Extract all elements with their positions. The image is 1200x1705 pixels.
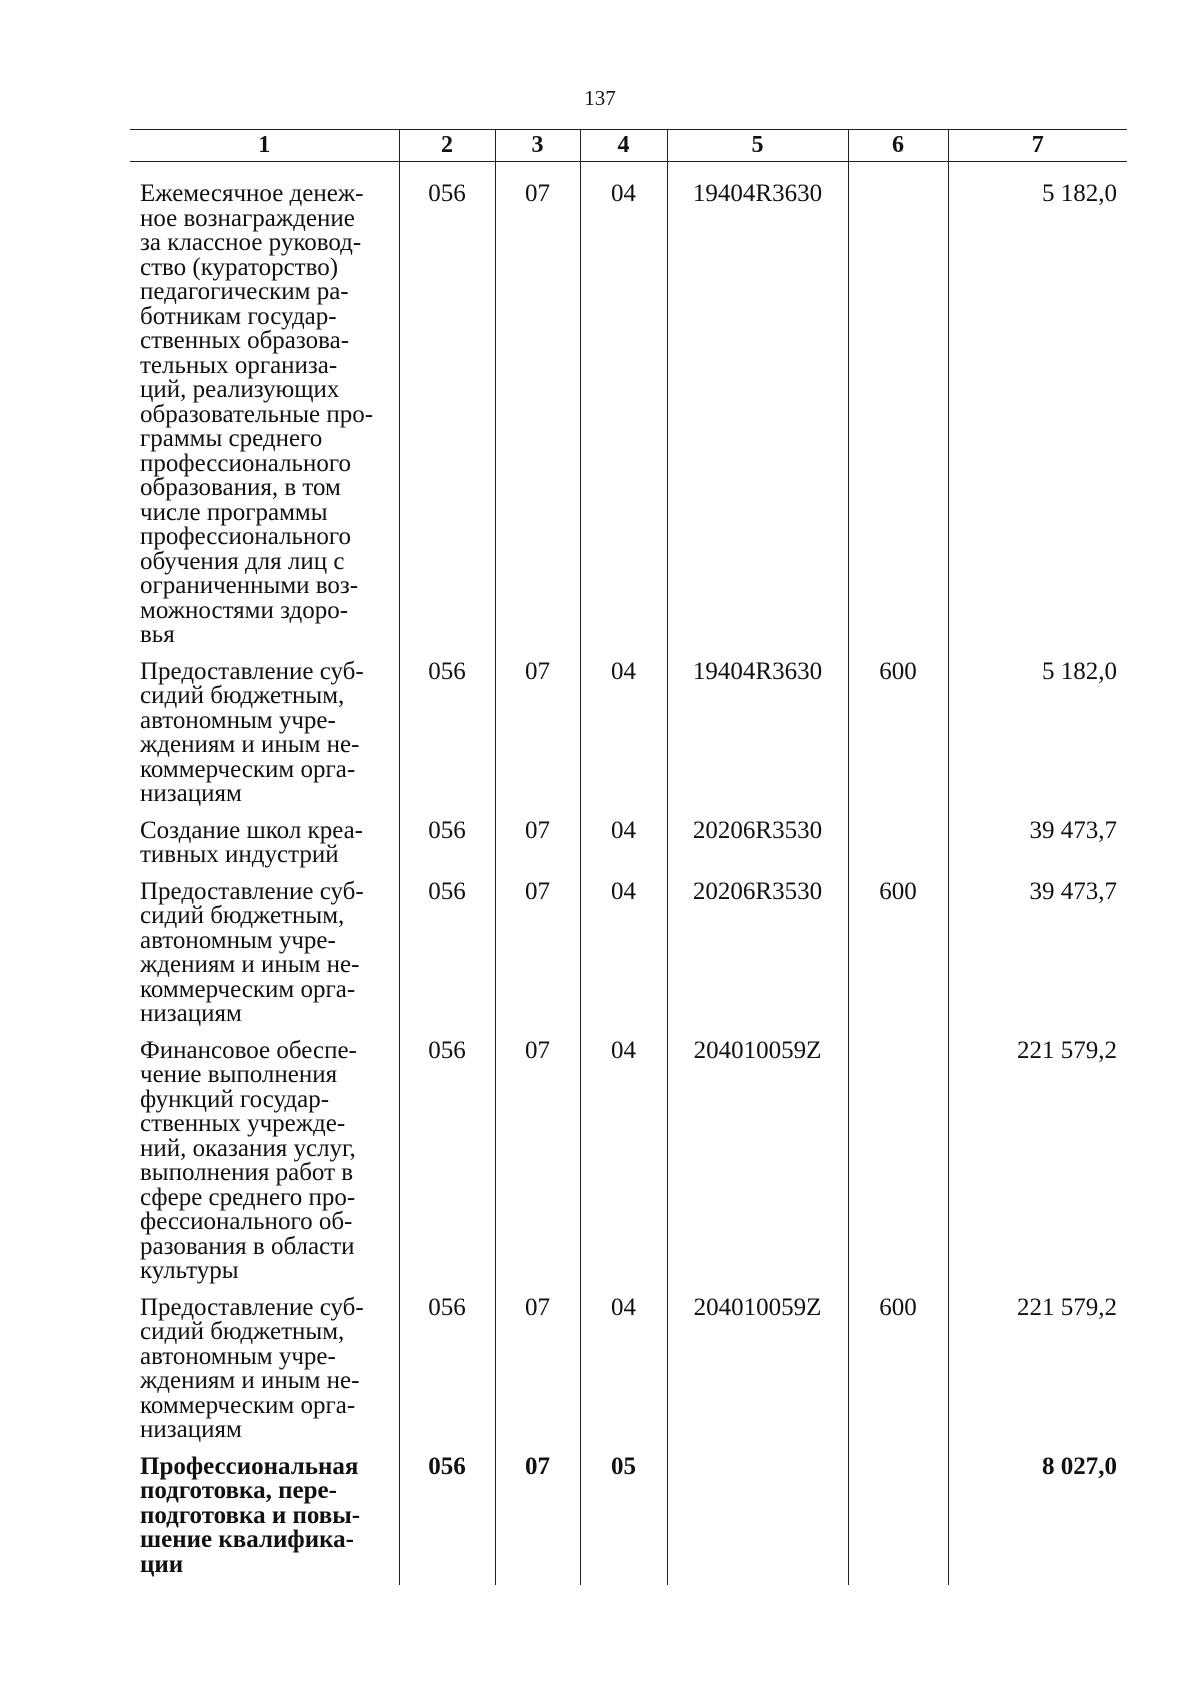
row-amount: 5 182,0 — [948, 660, 1127, 819]
table-row — [130, 880, 1127, 1039]
row-name: Ежемесячное денеж- ное вознаграждение за классное руковод- ство (кураторство) педагогическим ра- ботникам государ- ственных образова- тельных организа- ций, реализующих образовательные про- граммы среднего профессионального образования, в том числе программы профессионального обучения для лиц с ограниченными воз- можностями здоро- вья — [140, 180, 374, 648]
row-expense-type — [848, 1039, 948, 1296]
row-name: Предоставление суб- сидий бюджетным, автономным учре- ждениям и иным не- коммерческим орга- низациям — [140, 1293, 364, 1443]
header-col-6: 6 — [848, 130, 948, 162]
row-target-code: 204010059Z — [667, 1296, 848, 1455]
table-row — [130, 1455, 1127, 1586]
row-ministry-code: 056 — [399, 880, 495, 1039]
header-col-1: 1 — [130, 130, 399, 162]
row-amount: 221 579,2 — [948, 1296, 1127, 1455]
header-col-5: 5 — [667, 130, 848, 162]
row-subsection-code: 04 — [580, 1296, 667, 1455]
row-expense-type — [848, 1455, 948, 1586]
row-section-code: 07 — [495, 660, 580, 819]
row-section-code: 07 — [495, 1455, 580, 1586]
row-ministry-code: 056 — [399, 1296, 495, 1455]
table-row — [130, 1039, 1127, 1296]
row-subsection-code: 04 — [580, 660, 667, 819]
row-subsection-code: 04 — [580, 162, 667, 660]
page-number: 137 — [584, 86, 616, 110]
table-row — [130, 1296, 1127, 1455]
row-name: Создание школ креа- тивных индустрий — [140, 816, 364, 868]
row-ministry-code: 056 — [399, 162, 495, 660]
row-amount: 39 473,7 — [948, 819, 1127, 880]
row-subsection-code: 05 — [580, 1455, 667, 1586]
row-expense-type — [848, 162, 948, 660]
row-expense-type: 600 — [848, 1296, 948, 1455]
row-name: Финансовое обеспе- чение выполнения функций государ- ственных учрежде- ний, оказания услуг, выполнения работ в сфере среднего про- фессионального об- разования в области культуры — [140, 1036, 357, 1284]
row-subsection-code: 04 — [580, 880, 667, 1039]
row-amount: 8 027,0 — [948, 1455, 1127, 1586]
row-target-code: 19404R3630 — [667, 162, 848, 660]
row-expense-type: 600 — [848, 660, 948, 819]
row-ministry-code: 056 — [399, 1039, 495, 1296]
row-subsection-code: 04 — [580, 819, 667, 880]
row-target-code: 20206R3530 — [667, 880, 848, 1039]
row-ministry-code: 056 — [399, 660, 495, 819]
row-amount: 5 182,0 — [948, 162, 1127, 660]
row-ministry-code: 056 — [399, 1455, 495, 1586]
header-col-7: 7 — [948, 130, 1127, 162]
budget-table — [130, 129, 1127, 1585]
row-name: Профессиональная подготовка, пере- подготовка и повы- шение квалифика- ции — [140, 1452, 361, 1578]
row-target-code: 20206R3530 — [667, 819, 848, 880]
header-row — [130, 130, 1127, 162]
row-amount: 221 579,2 — [948, 1039, 1127, 1296]
header-col-4: 4 — [580, 130, 667, 162]
row-expense-type — [848, 819, 948, 880]
header-col-3: 3 — [495, 130, 580, 162]
row-target-code: 204010059Z — [667, 1039, 848, 1296]
row-section-code: 07 — [495, 819, 580, 880]
row-section-code: 07 — [495, 1296, 580, 1455]
row-target-code: 19404R3630 — [667, 660, 848, 819]
table-row — [130, 660, 1127, 819]
table-row — [130, 162, 1127, 660]
row-section-code: 07 — [495, 162, 580, 660]
row-amount: 39 473,7 — [948, 880, 1127, 1039]
row-name: Предоставление суб- сидий бюджетным, автономным учре- ждениям и иным не- коммерческим орга- низациям — [140, 877, 364, 1027]
row-target-code — [667, 1455, 848, 1586]
table-row — [130, 819, 1127, 880]
row-section-code: 07 — [495, 1039, 580, 1296]
row-subsection-code: 04 — [580, 1039, 667, 1296]
row-name: Предоставление суб- сидий бюджетным, автономным учре- ждениям и иным не- коммерческим орга- низациям — [140, 657, 364, 807]
row-ministry-code: 056 — [399, 819, 495, 880]
row-section-code: 07 — [495, 880, 580, 1039]
row-expense-type: 600 — [848, 880, 948, 1039]
header-col-2: 2 — [399, 130, 495, 162]
